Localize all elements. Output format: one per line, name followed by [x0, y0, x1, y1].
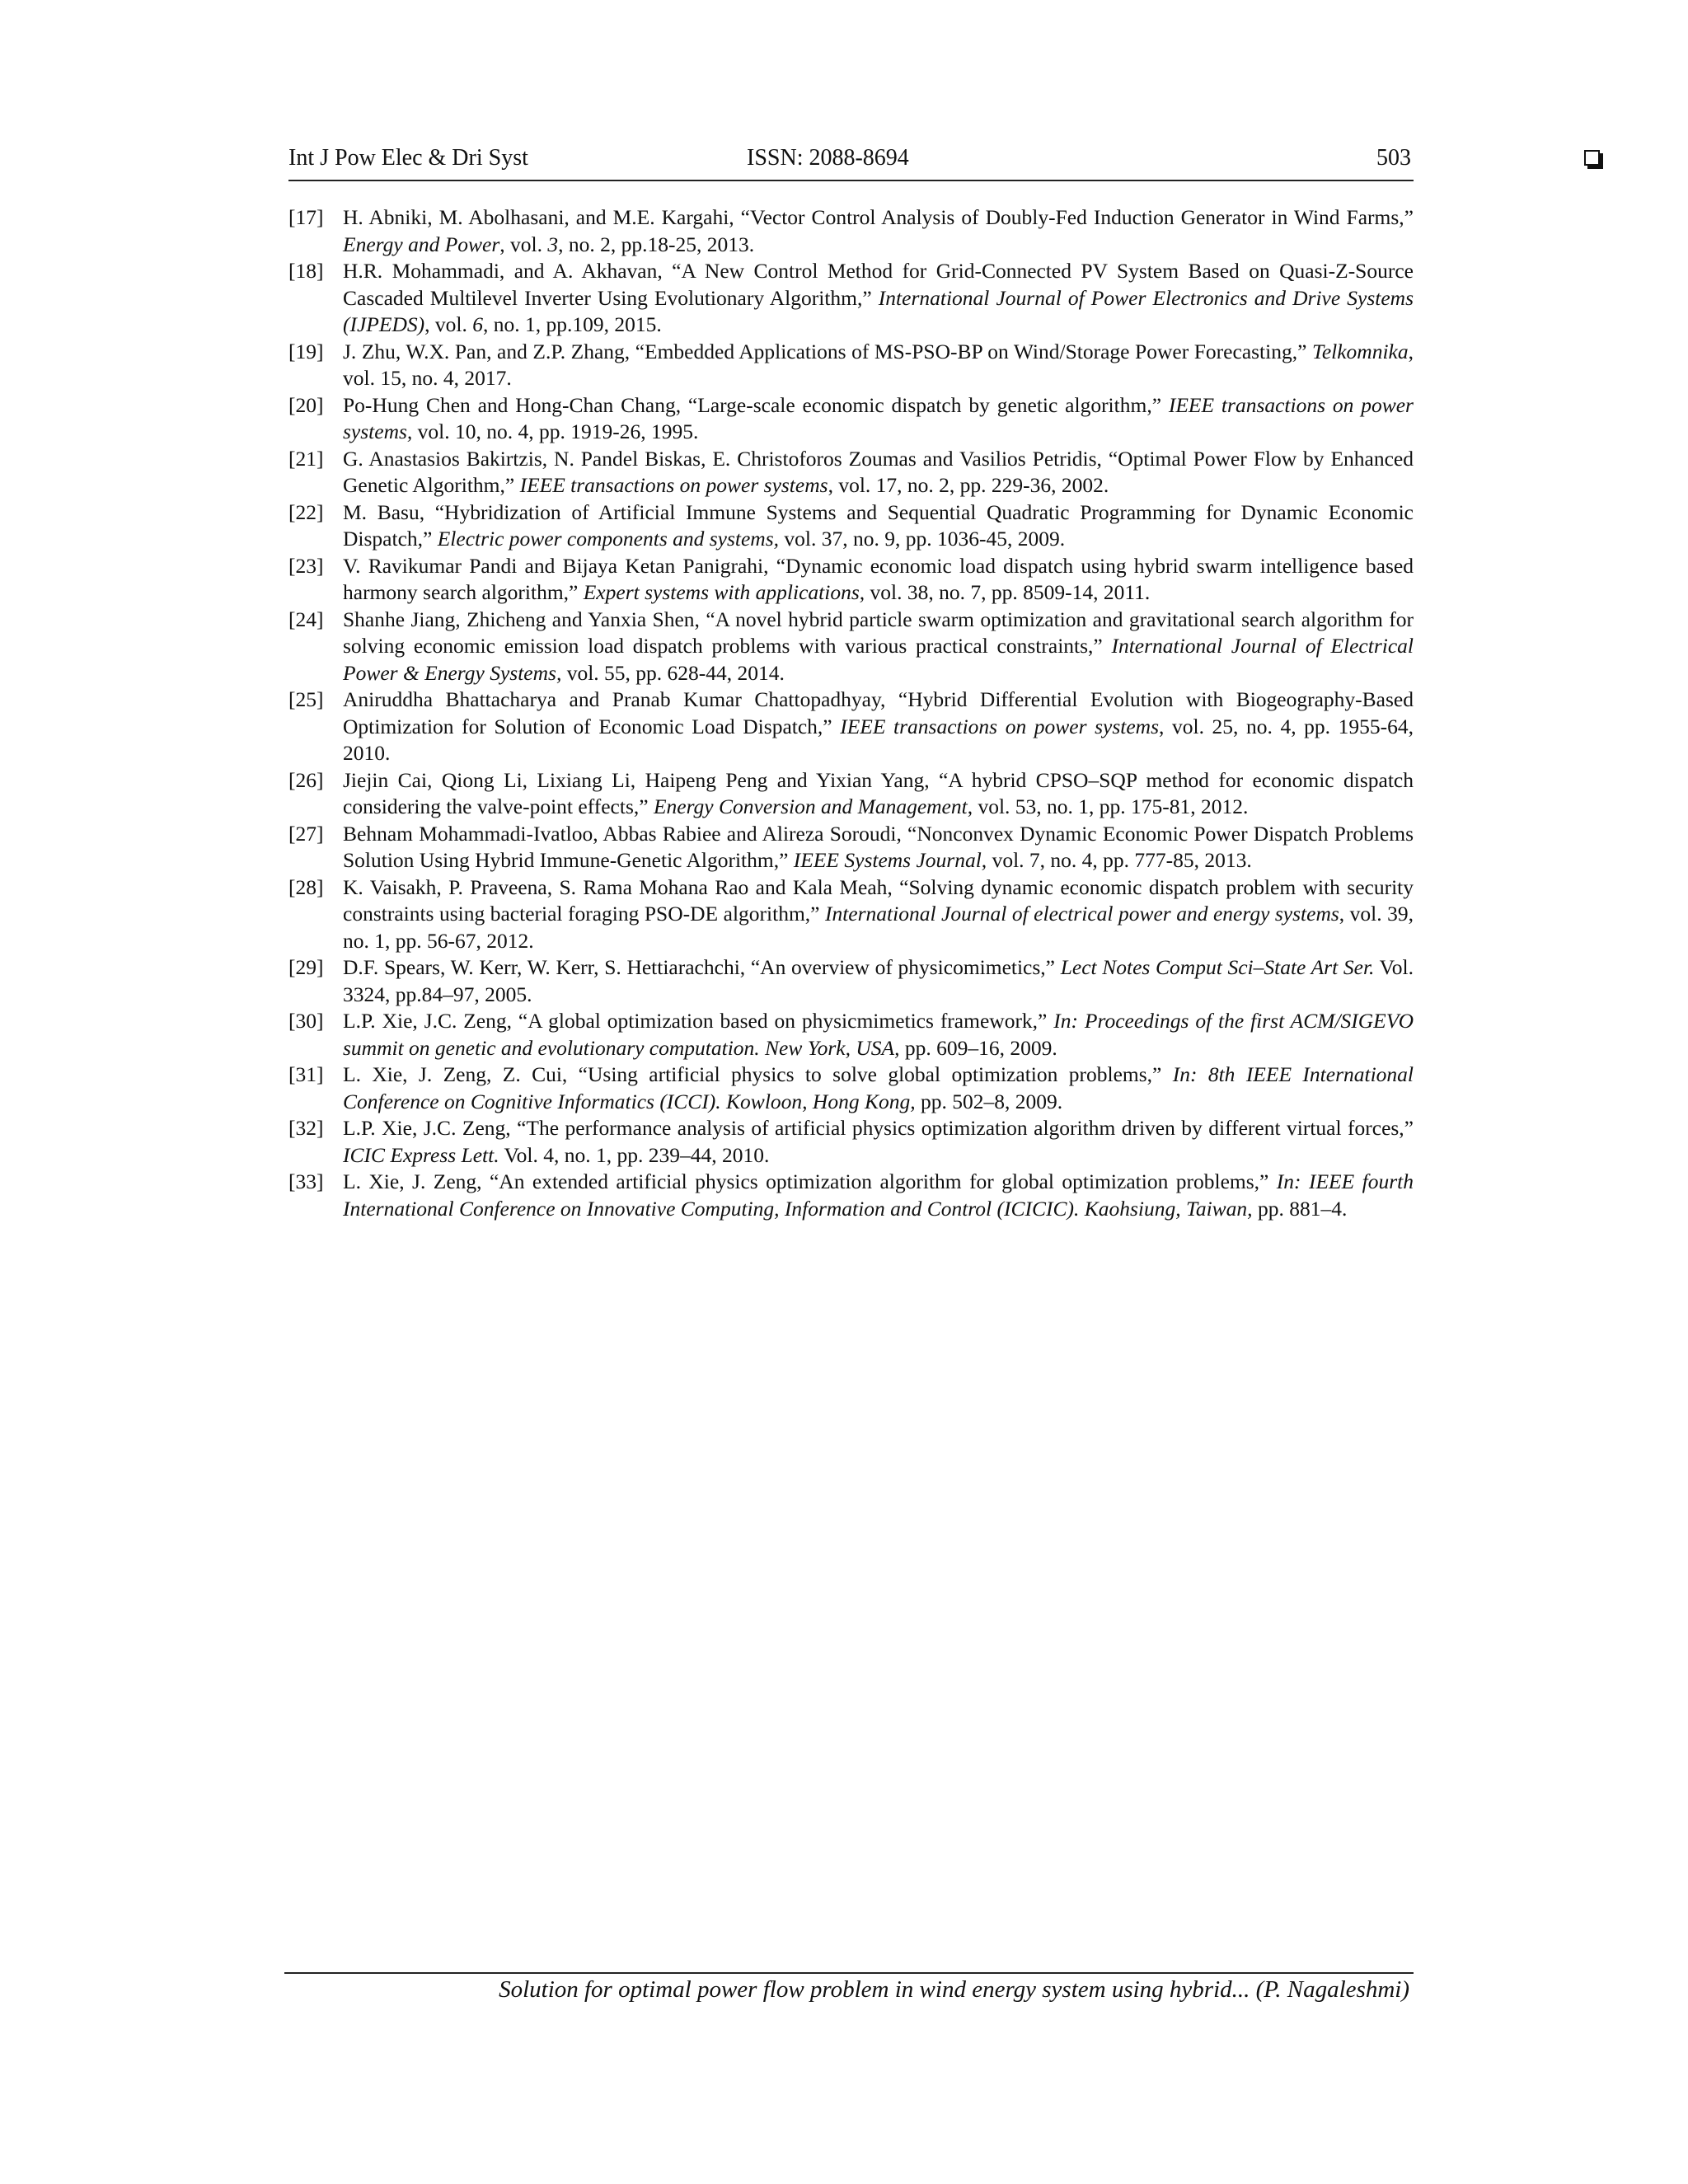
reference-source-italic: 3: [547, 232, 559, 256]
box-icon: [1584, 150, 1600, 166]
reference-text-segment: , vol. 15, no. 4, 2017.: [343, 339, 1414, 390]
reference-item: [288, 339, 1414, 392]
footer-running-title: Solution for optimal power flow problem in wind energy system using hybrid... (P. Nagaleshmi): [499, 1976, 1409, 2003]
reference-item: [288, 258, 1414, 339]
reference-item: [288, 821, 1414, 874]
reference-item: [288, 1008, 1414, 1062]
reference-text: [343, 204, 1414, 258]
journal-name: Int J Pow Elec & Dri Syst: [288, 145, 528, 171]
reference-item: [288, 687, 1414, 767]
reference-item: [288, 499, 1414, 553]
reference-text-segment: vol. 37, no. 9, pp. 1036-45, 2009.: [779, 527, 1066, 551]
reference-text-segment: vol. 38, no. 7, pp. 8509-14, 2011.: [865, 580, 1151, 604]
reference-text-segment: , vol.: [424, 312, 473, 336]
reference-source-italic: Lect Notes Comput Sci–State Art Ser.: [1060, 955, 1375, 979]
reference-text-segment: Jiejin Cai, Qiong Li, Lixiang Li, Haipeng Peng and Yixian Yang, “A hybrid CPSO–SQP method for economic dispatch considering the valve-point effects,”: [343, 767, 1414, 818]
reference-text-segment: L. Xie, J. Zeng, Z. Cui, “Using artificial physics to solve global optimization problems,”: [343, 1062, 1173, 1086]
reference-text-segment: K. Vaisakh, P. Praveena, S. Rama Mohana Rao and Kala Meah, “Solving dynamic economic dispatch problem with security constraints using bacterial foraging PSO-DE algorithm,”: [343, 874, 1414, 926]
reference-text: [343, 607, 1414, 687]
reference-number: [31]: [288, 1062, 324, 1086]
reference-text-segment: , vol. 39, no. 1, pp. 56-67, 2012.: [343, 902, 1414, 953]
reference-source-italic: IEEE transactions on power systems: [519, 473, 828, 497]
reference-text-segment: pp. 881–4.: [1252, 1196, 1348, 1221]
reference-item: [288, 874, 1414, 955]
reference-item: [288, 553, 1414, 607]
reference-text-segment: Shanhe Jiang, Zhicheng and Yanxia Shen, “A novel hybrid particle swarm optimization and gravitational search algorithm for solving economic emission load dispatch problems with various practical constraints,”: [343, 607, 1414, 658]
reference-text-segment: vol. 7, no. 4, pp. 777-85, 2013.: [987, 848, 1252, 872]
reference-source-italic: 6: [472, 312, 483, 336]
reference-text: [343, 767, 1414, 821]
reference-number: [26]: [288, 767, 324, 792]
reference-text-segment: Vol. 4, no. 1, pp. 239–44, 2010.: [499, 1142, 770, 1167]
reference-source-italic: IEEE Systems Journal,: [793, 848, 987, 872]
reference-text-segment: vol. 55, pp. 628-44, 2014.: [561, 660, 785, 685]
reference-text: [343, 1115, 1414, 1169]
reference-number: [22]: [288, 499, 324, 524]
reference-text-segment: V. Ravikumar Pandi and Bijaya Ketan Panigrahi, “Dynamic economic load dispatch using hybrid swarm intelligence based harmony search algorithm,”: [343, 553, 1414, 604]
reference-number: [28]: [288, 874, 324, 899]
reference-text-segment: D.F. Spears, W. Kerr, W. Kerr, S. Hettiarachchi, “An overview of physicomimetics,”: [343, 955, 1061, 979]
reference-text: [343, 1062, 1414, 1115]
reference-number: [20]: [288, 392, 324, 417]
reference-text: [343, 1169, 1414, 1222]
reference-item: [288, 607, 1414, 687]
reference-text: [343, 954, 1414, 1008]
reference-source-italic: International Journal of Electrical Power & Energy Systems,: [343, 634, 1414, 685]
reference-text: [343, 687, 1414, 767]
reference-source-italic: International Journal of Power Electronics and Drive Systems (IJPEDS): [343, 285, 1414, 336]
reference-text-segment: , no. 1, pp.109, 2015.: [482, 312, 662, 336]
reference-text-segment: , vol. 25, no. 4, pp. 1955-64, 2010.: [343, 714, 1414, 765]
reference-source-italic: ICIC Express Lett.: [343, 1142, 499, 1167]
reference-number: [23]: [288, 553, 324, 578]
reference-source-italic: In: IEEE fourth International Conference on Innovative Computing, Information and Control (ICICIC). Kaohsiung, Taiwan,: [343, 1169, 1414, 1221]
reference-item: [288, 392, 1414, 446]
reference-number: [25]: [288, 687, 324, 711]
reference-text: [343, 874, 1414, 955]
page-number: 503: [1376, 145, 1411, 171]
reference-text-segment: Vol. 3324, pp.84–97, 2005.: [343, 955, 1414, 1006]
reference-source-italic: In: 8th IEEE International Conference on Cognitive Informatics (ICCI). Kowloon, Hong Kong,: [343, 1062, 1414, 1113]
reference-number: [19]: [288, 339, 324, 363]
reference-number: [17]: [288, 205, 324, 229]
reference-number: [32]: [288, 1116, 324, 1140]
reference-source-italic: Expert systems with applications,: [583, 580, 865, 604]
reference-number: [29]: [288, 955, 324, 979]
reference-text-segment: L.P. Xie, J.C. Zeng, “The performance analysis of artificial physics optimization algorithm driven by different virtual forces,”: [343, 1116, 1414, 1140]
reference-source-italic: International Journal of electrical power and energy systems: [824, 902, 1339, 926]
reference-text-segment: H. Abniki, M. Abolhasani, and M.E. Kargahi, “Vector Control Analysis of Doubly-Fed Induction Generator in Wind Farms,”: [343, 205, 1414, 229]
reference-text: [343, 1008, 1414, 1062]
reference-text-segment: pp. 609–16, 2009.: [899, 1035, 1057, 1060]
reference-text-segment: , vol.: [499, 232, 548, 256]
reference-text-segment: M. Basu, “Hybridization of Artificial Immune Systems and Sequential Quadratic Programming for Dynamic Economic Dispatch,”: [343, 499, 1414, 551]
reference-number: [27]: [288, 821, 324, 846]
reference-text-segment: L. Xie, J. Zeng, “An extended artificial physics optimization algorithm for global optimization problems,”: [343, 1169, 1277, 1193]
reference-text-segment: vol. 10, no. 4, pp. 1919-26, 1995.: [412, 419, 699, 443]
reference-text: [343, 499, 1414, 553]
reference-item: [288, 954, 1414, 1008]
reference-text: [343, 258, 1414, 339]
issn: ISSN: 2088-8694: [747, 145, 909, 171]
reference-text: [343, 446, 1414, 499]
reference-text: [343, 821, 1414, 874]
reference-text-segment: Behnam Mohammadi-Ivatloo, Abbas Rabiee and Alireza Soroudi, “Nonconvex Dynamic Economic Power Dispatch Problems Solution Using Hybrid Immune-Genetic Algorithm,”: [343, 821, 1414, 872]
reference-source-italic: Electric power components and systems,: [437, 527, 780, 551]
reference-item: [288, 1169, 1414, 1222]
reference-number: [24]: [288, 607, 324, 631]
reference-text: [343, 392, 1414, 446]
footer-rule: [284, 1972, 1414, 1974]
reference-text-segment: pp. 502–8, 2009.: [915, 1089, 1063, 1113]
reference-text-segment: G. Anastasios Bakirtzis, N. Pandel Biskas, E. Christoforos Zoumas and Vasilios Petridis, “Optimal Power Flow by Enhanced Genetic Algorithm,”: [343, 446, 1414, 497]
reference-text: [343, 339, 1414, 392]
reference-number: [30]: [288, 1009, 324, 1033]
reference-text-segment: L.P. Xie, J.C. Zeng, “A global optimization based on physicmimetics framework,”: [343, 1009, 1054, 1033]
reference-text-segment: , vol. 17, no. 2, pp. 229-36, 2002.: [828, 473, 1109, 497]
reference-item: [288, 204, 1414, 258]
reference-text-segment: , vol. 53, no. 1, pp. 175-81, 2012.: [967, 794, 1249, 818]
reference-list: [288, 204, 1414, 1222]
reference-number: [33]: [288, 1169, 324, 1193]
reference-source-italic: Energy Conversion and Management: [653, 794, 968, 818]
reference-item: [288, 767, 1414, 821]
reference-source-italic: IEEE transactions on power systems: [840, 714, 1160, 738]
reference-text-segment: Po-Hung Chen and Hong-Chan Chang, “Large-scale economic dispatch by genetic algorithm,”: [343, 392, 1169, 417]
reference-text-segment: , no. 2, pp.18-25, 2013.: [558, 232, 755, 256]
reference-number: [21]: [288, 446, 324, 471]
reference-text-segment: H.R. Mohammadi, and A. Akhavan, “A New Control Method for Grid-Connected PV System Based on Quasi-Z-Source Cascaded Multilevel Inverter Using Evolutionary Algorithm,”: [343, 259, 1414, 310]
reference-source-italic: IEEE transactions on power systems,: [343, 392, 1414, 443]
reference-text-segment: J. Zhu, W.X. Pan, and Z.P. Zhang, “Embedded Applications of MS-PSO-BP on Wind/Storage Power Forecasting,”: [343, 339, 1312, 363]
reference-source-italic: In: Proceedings of the first ACM/SIGEVO summit on genetic and evolutionary computation. New York, USA,: [343, 1009, 1414, 1060]
reference-item: [288, 1062, 1414, 1115]
reference-source-italic: Telkomnika: [1311, 339, 1409, 363]
reference-source-italic: Energy and Power: [343, 232, 500, 256]
running-header: [288, 143, 1414, 181]
reference-number: [18]: [288, 259, 324, 283]
reference-item: [288, 1115, 1414, 1169]
reference-item: [288, 446, 1414, 499]
reference-text: [343, 553, 1414, 607]
reference-text-segment: Aniruddha Bhattacharya and Pranab Kumar Chattopadhyay, “Hybrid Differential Evolution with Biogeography-Based Optimization for Solution of Economic Load Dispatch,”: [343, 687, 1414, 738]
